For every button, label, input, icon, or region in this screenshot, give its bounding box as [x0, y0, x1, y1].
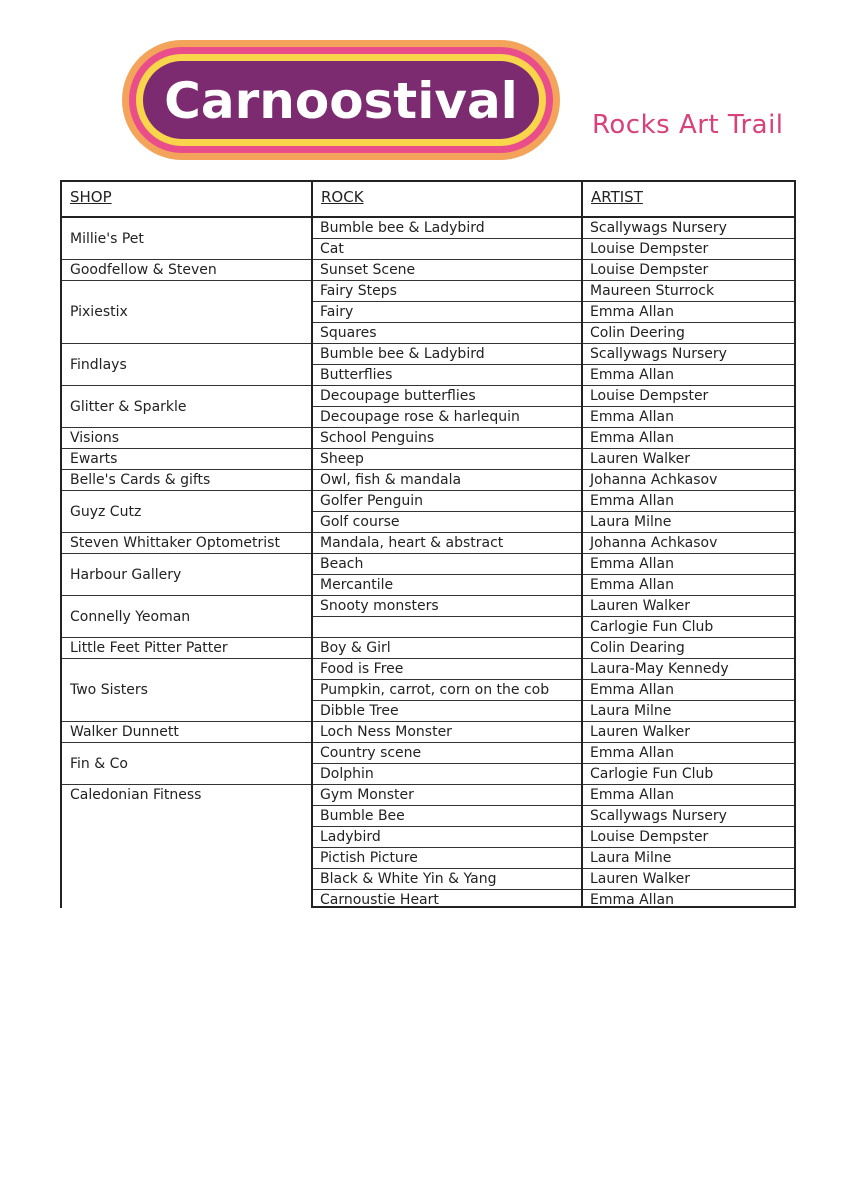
- shop-cell: Fin & Co: [62, 743, 311, 785]
- rock-cell: Sheep: [320, 451, 364, 467]
- rock-cell: Beach: [320, 556, 364, 572]
- rock-cell: Boy & Girl: [320, 640, 391, 656]
- artist-cell: Emma Allan: [590, 556, 674, 572]
- artist-cell: Emma Allan: [590, 682, 674, 698]
- artist-cell: Scallywags Nursery: [590, 346, 727, 362]
- rock-cell: Dibble Tree: [320, 703, 399, 719]
- rock-cell: Golf course: [320, 514, 400, 530]
- shop-cell: Pixiestix: [62, 281, 311, 344]
- artist-cell: Lauren Walker: [590, 724, 691, 740]
- rock-cell: Bumble bee & Ladybird: [320, 220, 485, 236]
- artist-cell: Johanna Achkasov: [590, 535, 718, 551]
- artist-cell: Johanna Achkasov: [590, 472, 718, 488]
- shop-cell: Two Sisters: [62, 659, 311, 722]
- artist-cell: Louise Dempster: [590, 829, 709, 845]
- shop-cell: Visions: [62, 428, 311, 449]
- artist-cell: Emma Allan: [590, 577, 674, 593]
- rock-cell: Mercantile: [320, 577, 394, 593]
- rock-cell: School Penguins: [320, 430, 435, 446]
- carnoostival-logo: [122, 40, 560, 160]
- column-divider: [311, 182, 313, 906]
- artist-cell: Scallywags Nursery: [590, 808, 727, 824]
- shop-cell: Ewarts: [62, 449, 311, 470]
- artist-cell: Emma Allan: [590, 493, 674, 509]
- artist-cell: Emma Allan: [590, 367, 674, 383]
- rock-cell: Food is Free: [320, 661, 404, 677]
- artist-cell: Scallywags Nursery: [590, 220, 727, 236]
- rock-cell: Butterflies: [320, 367, 393, 383]
- artist-cell: Maureen Sturrock: [590, 283, 715, 299]
- rock-cell: Golfer Penguin: [320, 493, 424, 509]
- rock-cell: Fairy: [320, 304, 354, 320]
- rock-cell: Loch Ness Monster: [320, 724, 452, 740]
- rock-cell: Sunset Scene: [320, 262, 416, 278]
- shop-cell: Goodfellow & Steven: [62, 260, 311, 281]
- rock-cell: Fairy Steps: [320, 283, 397, 299]
- shop-cell: Caledonian Fitness: [62, 785, 311, 911]
- shop-cell: Guyz Cutz: [62, 491, 311, 533]
- artist-cell: Carlogie Fun Club: [590, 619, 714, 635]
- rock-cell: Squares: [320, 325, 377, 341]
- rocks-table: [60, 180, 796, 908]
- rock-cell: [313, 617, 581, 638]
- artist-cell: Emma Allan: [590, 787, 674, 803]
- rock-cell: Dolphin: [320, 766, 374, 782]
- shop-cell: Findlays: [62, 344, 311, 386]
- rock-cell: Ladybird: [320, 829, 381, 845]
- rock-cell: Owl, fish & mandala: [320, 472, 462, 488]
- shop-cell: Little Feet Pitter Patter: [62, 638, 311, 659]
- page-subtitle: Rocks Art Trail: [592, 110, 784, 140]
- artist-cell: Emma Allan: [590, 304, 674, 320]
- shop-cell: Connelly Yeoman: [62, 596, 311, 638]
- table-header: [62, 182, 794, 218]
- rock-cell: Black & White Yin & Yang: [320, 871, 497, 887]
- artist-cell: Carlogie Fun Club: [590, 766, 714, 782]
- header-shop: SHOP: [70, 188, 112, 206]
- artist-cell: Emma Allan: [590, 430, 674, 446]
- column-divider: [581, 182, 583, 906]
- shop-cell: Walker Dunnett: [62, 722, 311, 743]
- artist-cell: Lauren Walker: [590, 598, 691, 614]
- artist-cell: Colin Deering: [590, 325, 685, 341]
- header-artist: ARTIST: [591, 188, 643, 206]
- artist-cell: Laura Milne: [590, 514, 672, 530]
- rock-cell: Gym Monster: [320, 787, 414, 803]
- artist-cell: Louise Dempster: [590, 241, 709, 257]
- artist-cell: Emma Allan: [590, 409, 674, 425]
- artist-cell: Emma Allan: [590, 892, 674, 908]
- artist-cell: Louise Dempster: [590, 262, 709, 278]
- artist-cell: Laura Milne: [590, 703, 672, 719]
- artist-cell: Lauren Walker: [590, 451, 691, 467]
- rock-cell: Snooty monsters: [320, 598, 439, 614]
- artist-cell: Colin Dearing: [590, 640, 685, 656]
- artist-cell: Louise Dempster: [590, 388, 709, 404]
- rock-cell: Mandala, heart & abstract: [320, 535, 504, 551]
- header-rock: ROCK: [321, 188, 364, 206]
- rock-cell: Decoupage butterflies: [320, 388, 476, 404]
- artist-cell: Lauren Walker: [590, 871, 691, 887]
- shop-cell: Harbour Gallery: [62, 554, 311, 596]
- rock-cell: Pictish Picture: [320, 850, 418, 866]
- rock-cell: Pumpkin, carrot, corn on the cob: [320, 682, 550, 698]
- artist-cell: Emma Allan: [590, 745, 674, 761]
- shop-cell: Millie's Pet: [62, 218, 311, 260]
- rock-cell: Cat: [320, 241, 344, 257]
- shop-cell: Belle's Cards & gifts: [62, 470, 311, 491]
- shop-cell: Steven Whittaker Optometrist: [62, 533, 311, 554]
- artist-cell: Laura-May Kennedy: [590, 661, 729, 677]
- artist-cell: Laura Milne: [590, 850, 672, 866]
- rock-cell: Country scene: [320, 745, 422, 761]
- rock-cell: Bumble bee & Ladybird: [320, 346, 485, 362]
- logo-text: Carnoostival: [164, 72, 518, 130]
- rock-cell: Decoupage rose & harlequin: [320, 409, 520, 425]
- rock-cell: Bumble Bee: [320, 808, 405, 824]
- rock-cell: Carnoustie Heart: [320, 892, 439, 908]
- shop-cell: Glitter & Sparkle: [62, 386, 311, 428]
